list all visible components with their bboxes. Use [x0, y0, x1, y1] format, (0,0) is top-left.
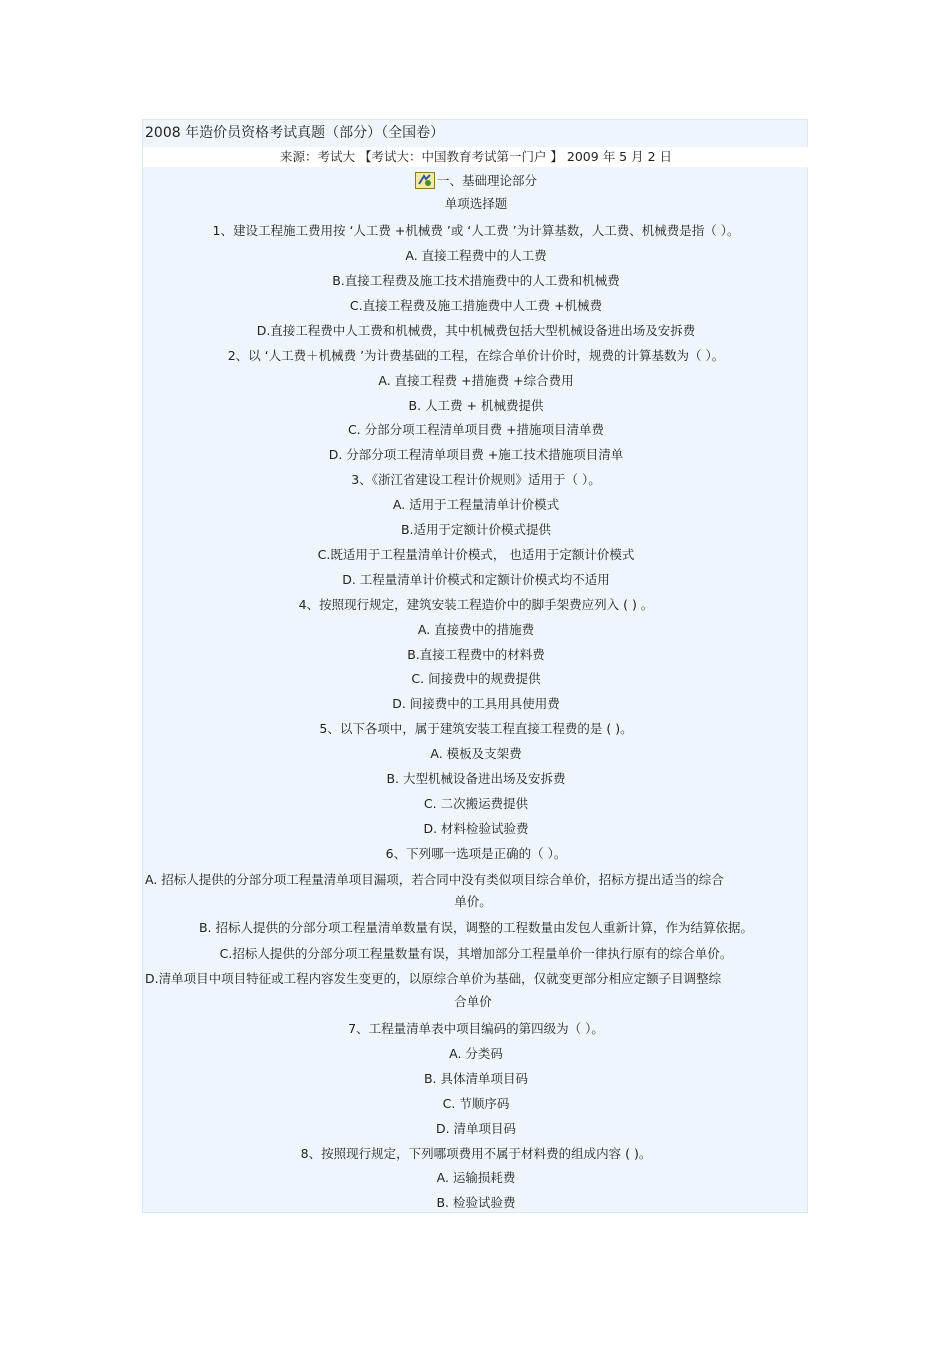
question-option: A. 分类码 — [449, 1046, 503, 1061]
section-bullet-icon — [415, 172, 435, 189]
question-stem: 8、按照现行规定，下列哪项费用不属于材料费的组成内容 ( )。 — [300, 1146, 652, 1161]
question-option: B. 人工费 + 机械费提供 — [408, 398, 544, 413]
question-option: B.直接工程费及施工技术措施费中的人工费和机械费 — [332, 273, 620, 288]
question-stem: 5、以下各项中，属于建筑安装工程直接工程费的是 ( )。 — [319, 721, 633, 736]
question-stem: 3、《浙江省建设工程计价规则》适用于（ ）。 — [351, 472, 601, 487]
question-option: A. 直接工程费中的人工费 — [405, 248, 547, 263]
source-line: 来源：考试大 【考试大：中国教育考试第一门户 】 2009 年 5 月 2 日 — [143, 147, 809, 167]
question-option: A. 模板及支架费 — [430, 746, 522, 761]
document-title: 2008 年造价员资格考试真题（部分）（全国卷） — [145, 125, 445, 141]
question-option-continuation: 单价。 — [454, 894, 492, 909]
question-option: C. 节顺序码 — [442, 1096, 510, 1111]
question-option: B. 具体清单项目码 — [423, 1071, 529, 1086]
question-option: D. 分部分项工程清单项目费 +施工技术措施项目清单 — [328, 447, 624, 462]
question-option: B.适用于定额计价模式提供 — [400, 522, 552, 537]
question-option: B. 检验试验费 — [436, 1195, 516, 1210]
question-option: C. 间接费中的规费提供 — [411, 671, 541, 686]
question-option: D.清单项目中项目特征或工程内容发生变更的，以原综合单价为基础，仅就变更部分相应定额子目调整综 — [145, 971, 722, 986]
question-option: C.既适用于工程量清单计价模式， 也适用于定额计价模式 — [317, 547, 635, 562]
question-stem: 2、以 ‘人工费＋机械费 ’为计费基础的工程，在综合单价计价时，规费的计算基数为（ ）。 — [227, 348, 725, 363]
question-option-continuation: 合单价 — [454, 994, 492, 1009]
question-option: D. 材料检验试验费 — [423, 821, 529, 836]
question-option: C. 分部分项工程清单项目费 +措施项目清单费 — [347, 422, 605, 437]
question-stem: 6、下列哪一选项是正确的（ ）。 — [385, 846, 567, 861]
question-option: B.直接工程费中的材料费 — [407, 647, 545, 662]
question-option: A. 适用于工程量清单计价模式 — [392, 497, 560, 512]
section-heading: 一、基础理论部分 — [436, 173, 537, 188]
question-option: C.直接工程费及施工措施费中人工费 +机械费 — [349, 298, 603, 313]
question-option: A. 招标人提供的分部分项工程量清单项目漏项，若合同中没有类似项目综合单价，招标方提出适当的综合 — [145, 872, 724, 887]
question-option: D. 清单项目码 — [435, 1121, 517, 1136]
question-stem: 7、工程量清单表中项目编码的第四级为（ ）。 — [348, 1021, 604, 1036]
subsection-heading: 单项选择题 — [444, 196, 508, 211]
question-stem: 1、建设工程施工费用按 ‘人工费 +机械费 ’或 ‘人工费 ’为计算基数，人工费、机械费是指（ ）。 — [212, 223, 740, 238]
question-option: D. 间接费中的工具用具使用费 — [392, 696, 560, 711]
question-option: A. 直接费中的措施费 — [417, 622, 535, 637]
question-option: A. 直接工程费 +措施费 +综合费用 — [378, 373, 574, 388]
question-option: A. 运输损耗费 — [436, 1170, 516, 1185]
question-option: C.招标人提供的分部分项工程量数量有误，其增加部分工程量单价一律执行原有的综合单价。 — [219, 946, 733, 961]
document-page — [142, 119, 808, 1213]
question-option: C. 二次搬运费提供 — [423, 796, 529, 811]
section-heading-row — [143, 172, 809, 189]
question-option: B. 招标人提供的分部分项工程量清单数量有误，调整的工程数量由发包人重新计算，作为结算依据。 — [198, 920, 754, 935]
question-stem: 4、按照现行规定，建筑安装工程造价中的脚手架费应列入 ( ) 。 — [298, 597, 654, 612]
question-option: D.直接工程费中人工费和机械费，其中机械费包括大型机械设备进出场及安拆费 — [256, 323, 696, 338]
question-option: D. 工程量清单计价模式和定额计价模式均不适用 — [342, 572, 610, 587]
question-option: B. 大型机械设备进出场及安拆费 — [386, 771, 566, 786]
